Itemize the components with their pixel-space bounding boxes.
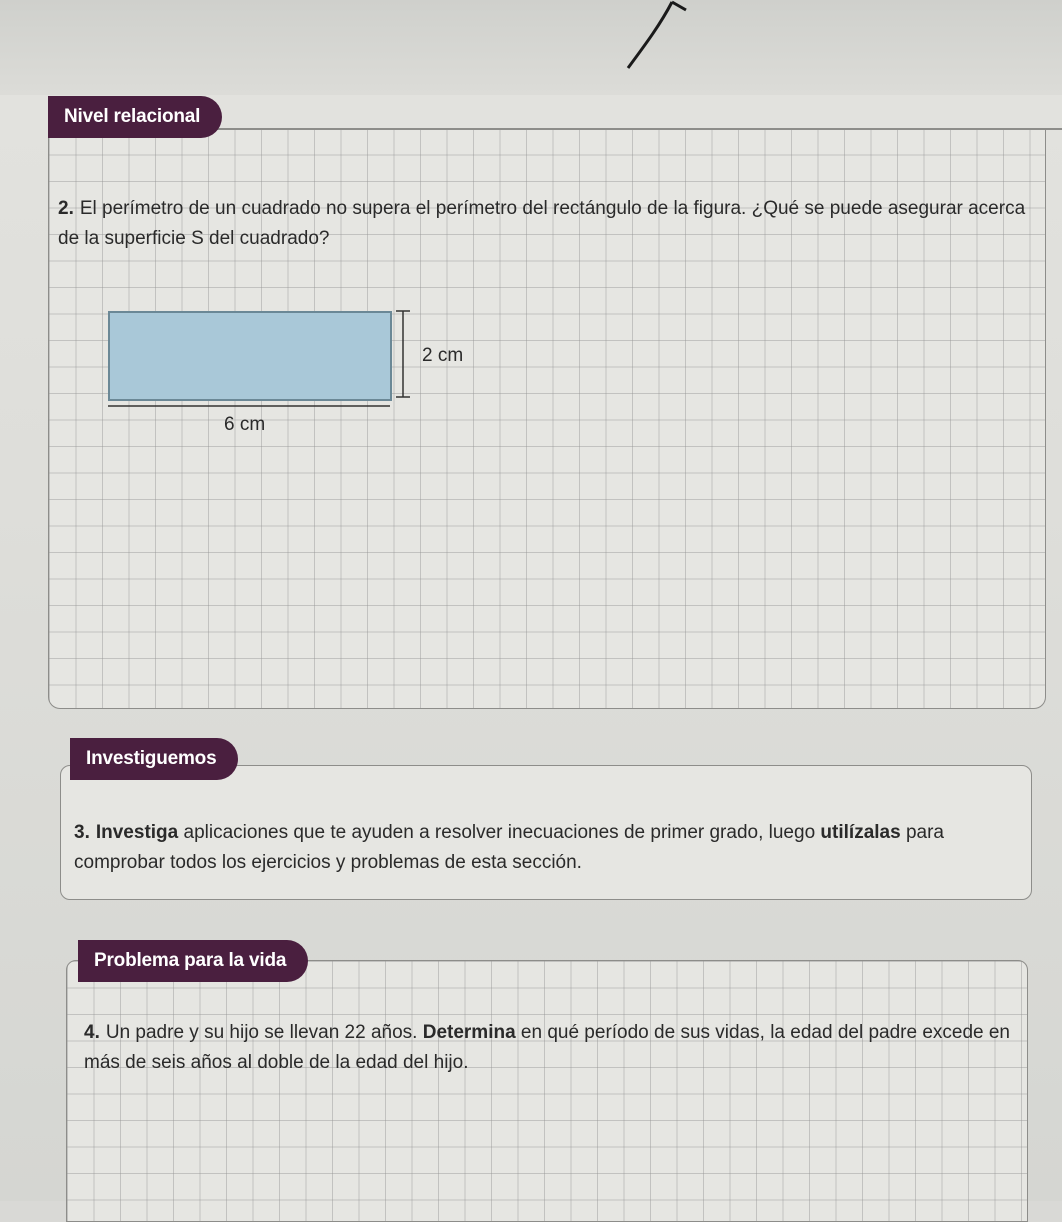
investigate-tab	[70, 738, 238, 780]
life-problem-tab-label: Problema para la vida	[94, 950, 287, 971]
problem-4-text-2: en qué período de sus vidas, la edad del padre excede en más de seis años al doble de la edad del hijo.	[84, 1022, 1011, 1073]
problem-2	[58, 194, 1048, 254]
problem-4-bold-determina: Determina	[422, 1022, 516, 1043]
pen-stroke-mark	[600, 0, 720, 80]
problem-2-text: El perímetro de un cuadrado no supera el perímetro del rectángulo de la figura. ¿Qué se puede asegurar acerca de la superficie S del cuadrado?	[58, 198, 1026, 249]
problem-3-text-2: para comprobar todos los ejercicios y problemas de esta sección.	[74, 822, 944, 873]
problem-4-number: 4.	[84, 1022, 100, 1043]
life-problem-panel	[66, 960, 1028, 1222]
investigate-tab-label: Investiguemos	[86, 748, 217, 769]
relational-tab-label: Nivel relacional	[64, 106, 201, 127]
dimension-lines	[100, 305, 420, 420]
height-label: 2 cm	[422, 345, 464, 366]
life-problem-tab	[78, 940, 308, 982]
problem-4-text-1: Un padre y su hijo se llevan 22 años.	[105, 1022, 423, 1043]
problem-3-bold-investiga: Investiga	[95, 822, 179, 843]
relational-tab-line	[200, 128, 1062, 130]
problem-3-number: 3.	[74, 822, 90, 843]
problem-3-text-1: aplicaciones que te ayuden a resolver inecuaciones de primer grado, luego	[178, 822, 821, 843]
problem-3-bold-utilizalas: utilízalas	[820, 822, 901, 843]
problem-3	[74, 818, 1020, 878]
relational-tab	[48, 96, 222, 138]
problem-2-number: 2.	[58, 198, 74, 219]
width-label: 6 cm	[224, 414, 266, 435]
problem-4	[84, 1018, 1014, 1078]
page-top-shadow	[0, 0, 1062, 95]
